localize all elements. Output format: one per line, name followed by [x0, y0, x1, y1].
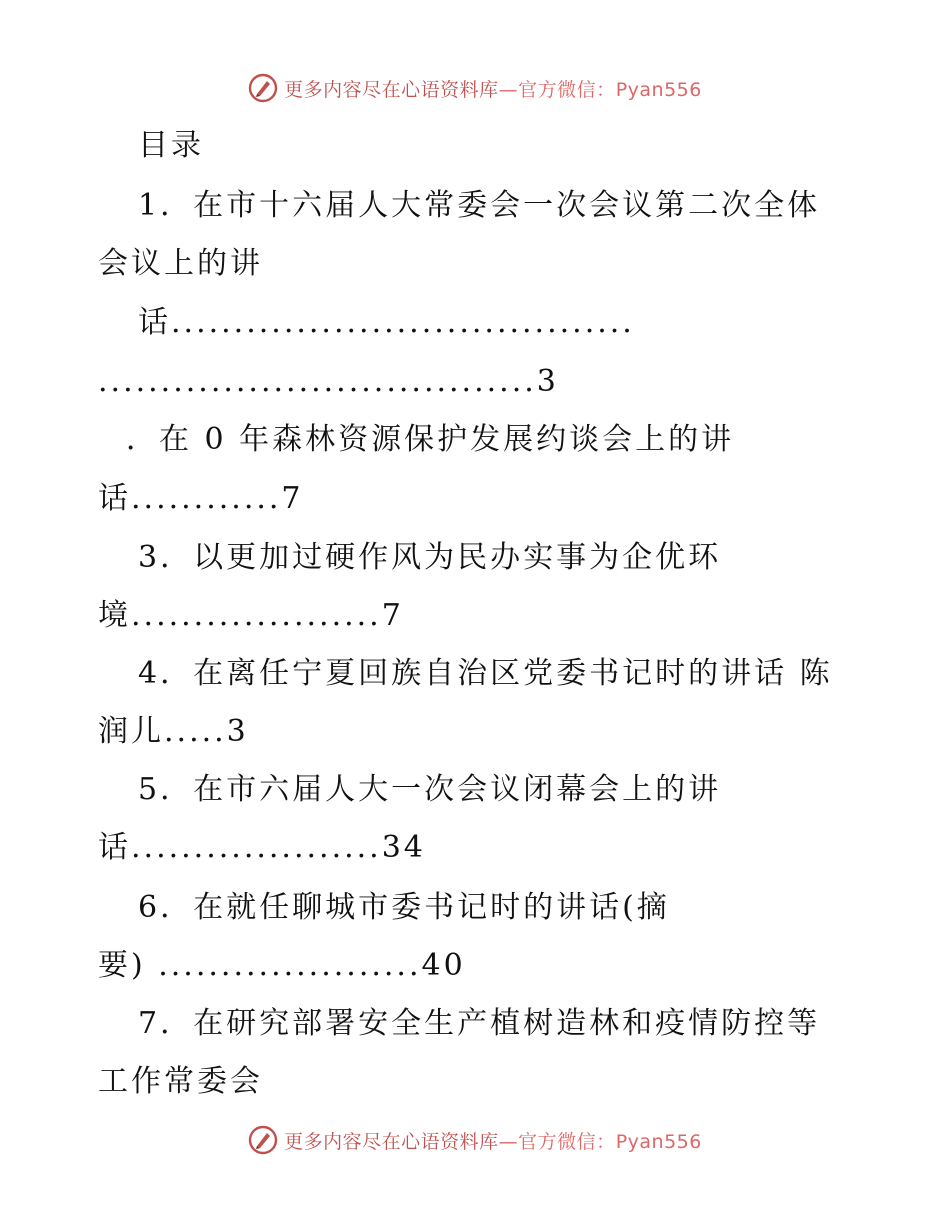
toc-line-11: 5．在市六届人大一次会议闭幕会上的讲 [138, 772, 722, 807]
footer-banner [0, 1120, 950, 1160]
toc-heading: 目录 [138, 128, 204, 163]
pen-logo-icon [248, 73, 278, 103]
toc-line-3: 话..................................... [138, 305, 635, 340]
banner-text: 更多内容尽在心语资料库—官方微信：Pyan556 [284, 1130, 702, 1153]
banner-text: 更多内容尽在心语资料库—官方微信：Pyan556 [284, 78, 702, 101]
toc-line-5: ．在 0 年森林资源保护发展约谈会上的讲 [126, 422, 735, 457]
toc-line-6: 话............7 [98, 481, 304, 516]
toc-line-2: 会议上的讲 [98, 246, 263, 281]
toc-line-16: 工作常委会 [98, 1064, 263, 1099]
toc-line-8: 境....................7 [98, 598, 404, 633]
toc-line-12: 话....................34 [98, 830, 426, 865]
pen-logo-icon [248, 1125, 278, 1155]
toc-line-4: ...................................3 [98, 364, 559, 399]
toc-line-7: 3．以更加过硬作风为民办实事为企优环 [138, 540, 722, 575]
toc-line-1: 1．在市十六届人大常委会一次会议第二次全体 [138, 188, 821, 223]
header-banner [0, 68, 950, 108]
toc-line-10: 润儿.....3 [98, 714, 249, 749]
toc-line-9: 4．在离任宁夏回族自治区党委书记时的讲话 陈 [138, 656, 833, 691]
toc-line-13: 6．在就任聊城市委书记时的讲话(摘 [138, 890, 670, 925]
toc-line-15: 7．在研究部署安全生产植树造林和疫情防控等 [138, 1006, 821, 1041]
toc-line-14: 要) .....................40 [98, 948, 466, 983]
